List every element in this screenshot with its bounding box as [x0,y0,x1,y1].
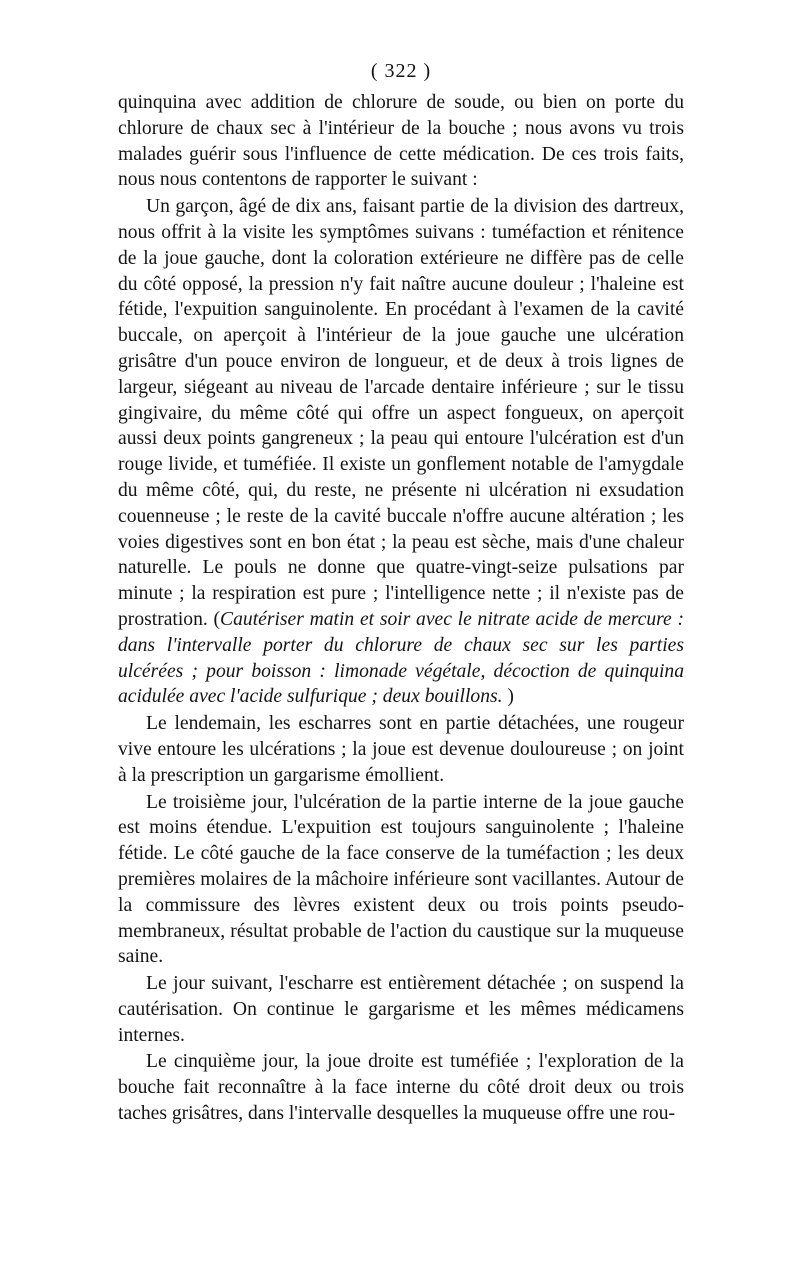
paragraph-5: Le jour suivant, l'escharre est entièrement détachée ; on suspend la cautérisation. On continue le gargarisme et les mêmes médicamens internes. [118,973,684,1046]
prescription-text: Cautériser matin et soir avec le nitrate acide de mercure : dans l'intervalle porter du chlorure de chaux sec sur les parties ulcérées ; pour boisson : limonade végétale, décoction de quinquina acidulée avec l'acide sulfurique ; deux bouillons. [118,608,684,708]
case-description: Un garçon, âgé de dix ans, faisant partie de la division des dartreux, nous offrit à la visite les symptômes suivans : tuméfaction et rénitence de la joue gauche, dont la coloration extérieure ne diffère pas de celle du côté opposé, la pression n'y fait naître aucune douleur ; l'haleine est fétide, l'expuition sanguinolente. En procédant à l'examen de la cavité buccale, on aperçoit à l'intérieur de la joue gauche une ulcération grisâtre d'un pouce environ de longueur, et de deux à trois lignes de largeur, siégeant au niveau de l'arcade dentaire inférieure ; sur le tissu gingivaire, du même côté qui offre un aspect fongueux, on aperçoit aussi deux points gangreneux ; la peau qui entoure l'ulcération est d'un rouge livide, et tuméfiée. Il existe un gonflement notable de l'amygdale du même côté, qui, du reste, ne présente ni ulcération ni exsudation couenneuse ; le reste de la cavité buccale n'offre aucune altération ; les voies digestives sont en bon état ; la peau est sèche, mais d'une chaleur naturelle. Le pouls ne donne que quatre-vingt-seize pulsations par minute ; la respiration est pure ; l'intelligence nette ; il n'existe pas de prostration. ( [118,196,684,630]
book-page [118,58,684,1127]
page-number: ( 322 ) [370,60,432,82]
paragraph-6: Le cinquième jour, la joue droite est tuméfiée ; l'exploration de la bouche fait reconnaître à la face interne du côté droit deux ou trois taches grisâtres, dans l'intervalle desquelles la muqueuse offre une rou- [118,1051,684,1125]
paragraph-3: Le lendemain, les escharres sont en partie détachées, une rougeur vive entoure les ulcérations ; la joue est devenue douloureuse ; on joint à la prescription un gargarisme émollient. [118,713,684,786]
paragraph-4: Le troisième jour, l'ulcération de la partie interne de la joue gauche est moins étendue. L'expuition est toujours sanguinolente ; l'haleine fétide. Le côté gauche de la face conserve de la tuméfaction ; les deux premières molaires de la mâchoire inférieure sont vacillantes. Autour de la commissure des lèvres existent deux ou trois points pseudo-membraneux, résultat probable de l'action du caustique sur la muqueuse saine. [118,791,684,968]
paragraph-1: quinquina avec addition de chlorure de soude, ou bien on porte du chlorure de chaux sec à l'intérieur de la bouche ; nous avons vu trois malades guérir sous l'influence de cette médication. De ces trois faits, nous nous contentons de rapporter le suivant : [118,92,684,191]
paragraph-2 [118,194,684,710]
prescription-close: ) [502,686,514,708]
